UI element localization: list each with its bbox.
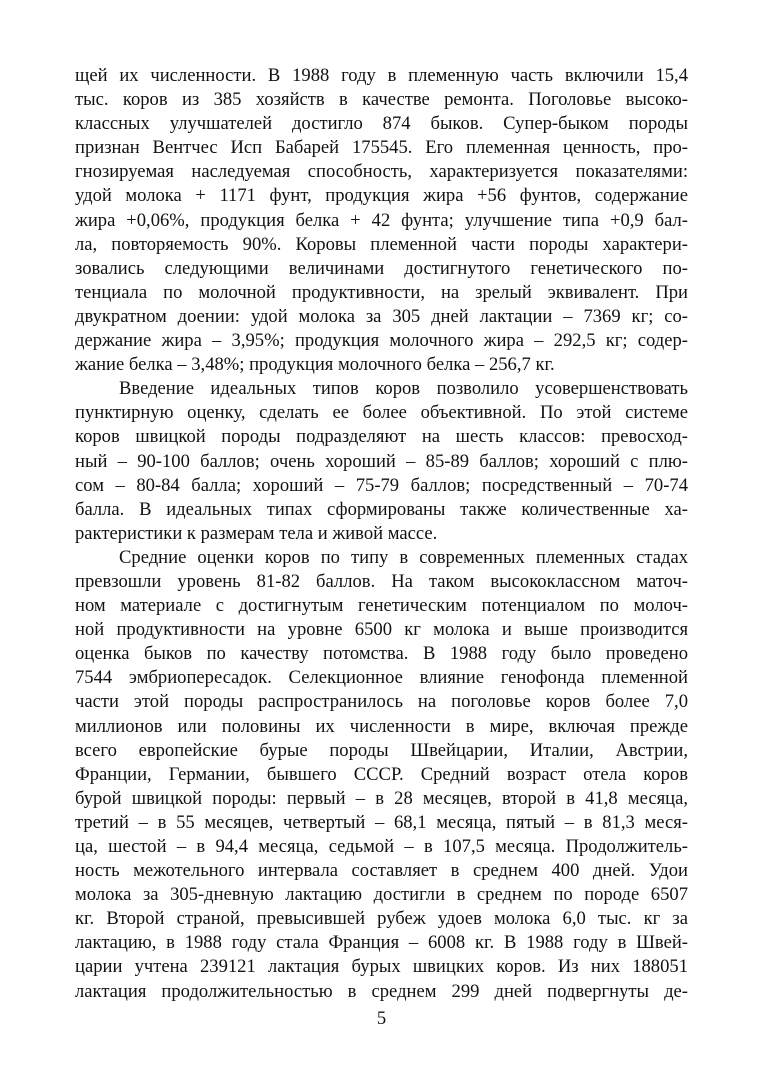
text-line: ность межотельного интервала составляет в среднем 400 дней. Удои <box>75 860 688 882</box>
paragraph <box>75 64 688 377</box>
text-line: удой молока + 1171 фунт, продукция жира +56 фунтов, содержание <box>75 185 688 207</box>
text-line: зовались следующими величинами достигнутого генетического по- <box>75 257 688 279</box>
text-line: Введение идеальных типов коров позволило усовершенствовать <box>119 378 688 400</box>
text-line: ла, повторяемость 90%. Коровы племенной части породы характери- <box>75 233 688 255</box>
text-line: коров швицкой породы подразделяют на шесть классов: превосход- <box>75 426 688 448</box>
text-line: сом – 80-84 балла; хороший – 75-79 баллов; посредственный – 70-74 <box>75 474 688 496</box>
text-line: тыс. коров из 385 хозяйств в качестве ремонта. Поголовье высоко- <box>75 89 688 111</box>
document-page <box>75 64 688 1004</box>
text-line: жание белка – 3,48%; продукция молочного белка – 256,7 кг. <box>75 354 555 376</box>
text-line: бурой швицкой породы: первый – в 28 месяцев, второй в 41,8 месяца, <box>75 787 688 809</box>
text-line: ном материале с достигнутым генетическим потенциалом по молоч- <box>75 595 688 617</box>
text-line: балла. В идеальных типах сформированы также количественные ха- <box>75 498 688 520</box>
page-number: 5 <box>376 1008 387 1029</box>
text-line: щей их численности. В 1988 году в племенную часть включили 15,4 <box>75 65 688 86</box>
text-line: царии учтена 239121 лактация бурых швицких коров. Из них 188051 <box>75 956 688 978</box>
text-line: третий – в 55 месяцев, четвертый – 68,1 месяца, пятый – в 81,3 меся- <box>75 811 688 833</box>
text-line: 7544 эмбриопересадок. Селекционное влияние генофонда племенной <box>75 667 688 689</box>
paragraph <box>75 546 688 1004</box>
text-line: ца, шестой – в 94,4 месяца, седьмой – в 107,5 месяца. Продолжитель- <box>75 836 688 857</box>
text-line: жира +0,06%, продукция белка + 42 фунта; улучшение типа +0,9 бал- <box>75 209 688 231</box>
text-line: части этой породы распространилось на поголовье коров более 7,0 <box>75 691 688 713</box>
text-line: кг. Второй страной, превысившей рубеж удоев молока 6,0 тыс. кг за <box>75 908 688 930</box>
text-line: превзошли уровень 81-82 баллов. На таком высококлассном маточ- <box>75 570 688 592</box>
text-line: оценка быков по качеству потомства. В 1988 году было проведено <box>75 643 688 665</box>
paragraph <box>75 377 688 546</box>
text-line: держание жира – 3,95%; продукция молочного жира – 292,5 кг; содер- <box>75 330 688 352</box>
text-line: Средние оценки коров по типу в современных племенных стадах <box>119 546 688 568</box>
text-line: двукратном доении: удой молока за 305 дней лактации – 7369 кг; со- <box>75 305 688 327</box>
text-line: классных улучшателей достигло 874 быков. Супер-быком породы <box>75 113 688 135</box>
text-line: признан Вентчес Исп Бабарей 175545. Его племенная ценность, про- <box>75 137 688 159</box>
text-line: лактация продолжительностью в среднем 299 дней подвергнуты де- <box>75 980 688 1002</box>
text-line: миллионов или половины их численности в мире, включая прежде <box>75 715 688 737</box>
text-line: молока за 305-дневную лактацию достигли в среднем по породе 6507 <box>75 884 688 906</box>
text-line: гнозируемая наследуемая способность, характеризуется показателями: <box>75 161 688 183</box>
text-line: пунктирную оценку, сделать ее более объективной. По этой системе <box>75 402 688 424</box>
text-line: ный – 90-100 баллов; очень хороший – 85-89 баллов; хороший с плю- <box>75 450 688 472</box>
text-line: ной продуктивности на уровне 6500 кг молока и выше производится <box>75 619 688 641</box>
text-line: лактацию, в 1988 году стала Франция – 6008 кг. В 1988 году в Швей- <box>75 932 688 954</box>
text-line: рактеристики к размерам тела и живой массе. <box>75 522 438 544</box>
text-line: всего европейские бурые породы Швейцарии, Италии, Австрии, <box>75 739 688 761</box>
text-line: тенциала по молочной продуктивности, на зрелый эквивалент. При <box>75 281 688 303</box>
text-line: Франции, Германии, бывшего СССР. Средний возраст отела коров <box>75 763 688 785</box>
